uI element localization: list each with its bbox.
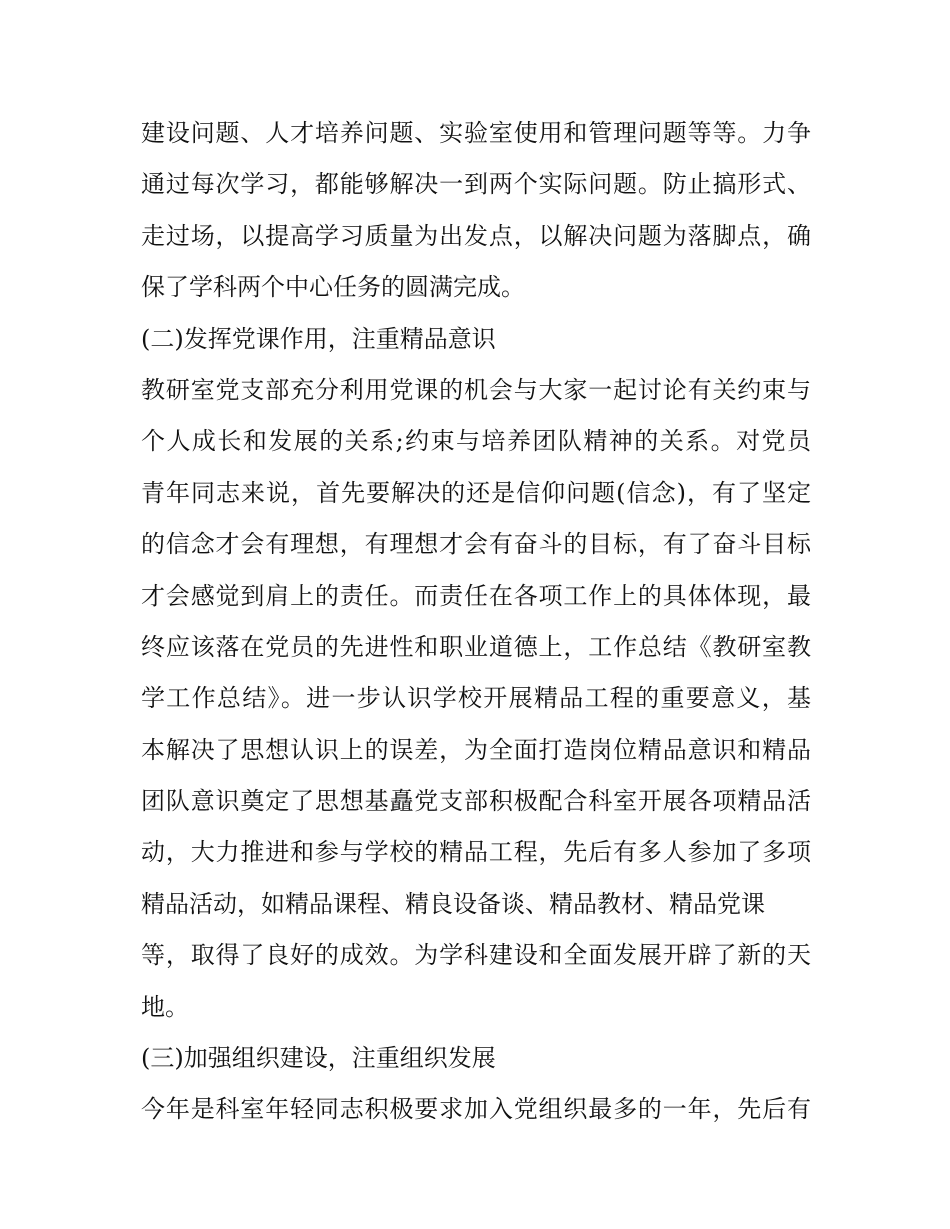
text-line: 青年同志来说，首先要解决的还是信仰问题(信念)，有了坚定: [141, 478, 811, 507]
text-line: 本解决了思想认识上的误差，为全面打造岗位精品意识和精品: [141, 735, 811, 764]
text-line: 终应该落在党员的先进性和职业道德上，工作总结《教研室教: [141, 632, 811, 661]
text-line: 走过场，以提高学习质量为出发点，以解决问题为落脚点，确: [141, 221, 811, 250]
text-line: 今年是科室年轻同志积极要求加入党组织最多的一年，先后有: [141, 1095, 811, 1124]
text-line: 精品活动，如精品课程、精良设备谈、精品教材、精品党课: [141, 889, 765, 918]
text-line: 保了学科两个中心任务的圆满完成。: [141, 273, 525, 302]
text-line: 教研室党支部充分利用党课的机会与大家一起讨论有关约束与: [141, 375, 811, 404]
text-line: 等，取得了良好的成效。为学科建设和全面发展开辟了新的天: [141, 941, 811, 970]
text-line: 建设问题、人才培养问题、实验室使用和管理问题等等。力争: [141, 119, 811, 147]
text-line: 才会感觉到肩上的责任。而责任在各项工作上的具体体现，最: [141, 581, 811, 610]
text-line: 学工作总结》。进一步认识学校开展精品工程的重要意义，基: [141, 684, 811, 713]
text-line: 团队意识奠定了思想基矗党支部积极配合科室开展各项精品活: [141, 787, 811, 816]
text-line: (三)加强组织建设，注重组织发展: [141, 1044, 496, 1073]
text-line: 的信念才会有理想，有理想才会有奋斗的目标，有了奋斗目标: [141, 530, 811, 559]
text-line: 动，大力推进和参与学校的精品工程，先后有多人参加了多项: [141, 838, 811, 867]
text-line: 个人成长和发展的关系;约束与培养团队精神的关系。对党员: [141, 427, 811, 456]
text-line: 通过每次学习，都能够解决一到两个实际问题。防止搞形式、: [141, 170, 811, 199]
body-text: [141, 108, 811, 1136]
text-line: 地。: [141, 992, 189, 1021]
text-line: (二)发挥党课作用，注重精品意识: [141, 324, 496, 353]
